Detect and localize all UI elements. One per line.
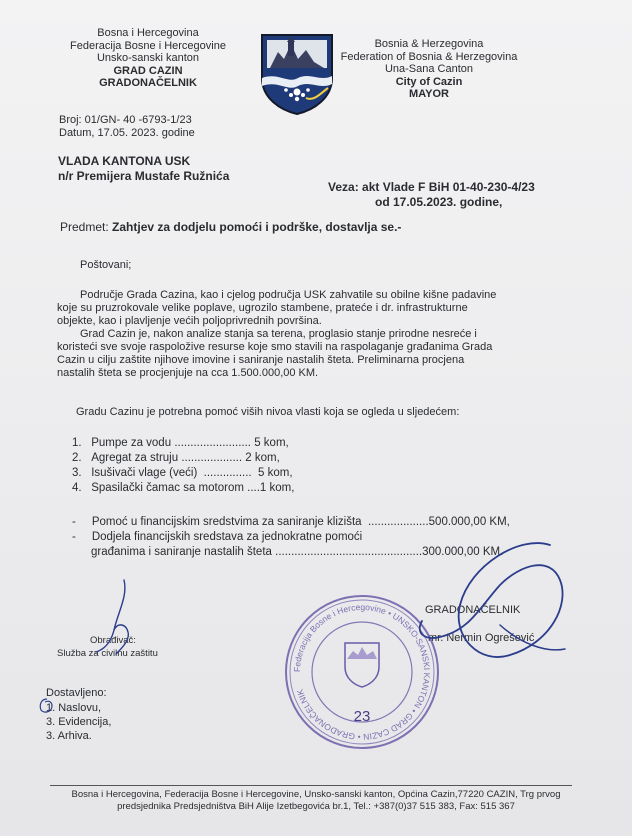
delivery-item: 3. Evidencija, (46, 716, 112, 728)
subject-line (60, 220, 401, 234)
body-p2-line4: nastalih šteta se procjenjuje na cca 1.500.000,00 KM. (57, 367, 319, 379)
header-left-city: GRAD CAZIN (113, 64, 183, 77)
body-p3: Gradu Cazinu je potrebna pomoć viših nivoa vlasti koja se ogleda u sljedećem: (76, 406, 460, 418)
financial-item: - Pomoć u financijskim sredstvima za saniranje klizišta ...................500.000,00 KM, (72, 516, 510, 528)
body-p2-line1: Grad Cazin je, nakon analize stanja sa terena, proglasio stanje prirodne nesreće i (80, 328, 477, 340)
header-right-line2: Federation of Bosnia & Herzegovina (340, 50, 518, 63)
header-left (58, 27, 238, 90)
greeting: Poštovani; (80, 259, 132, 271)
financial-item-continuation: građanima i saniranje nastalih šteta ..............................................300.000,00 KM. (91, 546, 504, 558)
footer-divider (50, 785, 572, 786)
header-left-line2: Federacija Bosne i Hercegovine (70, 39, 226, 52)
header-right-line1: Bosnia & Herzegovina (374, 38, 484, 50)
coat-of-arms-icon (258, 32, 336, 116)
connection-date: od 17.05.2023. godine, (375, 195, 503, 209)
stamp-ring-text: Federacija Bosne i Hercegovine • UNSKO-SANSKI KANTON • GRAD CAZIN • GRADONAČELNIK (291, 601, 433, 743)
signatory-name: mr. Nermin Ogrešević (428, 632, 535, 644)
recipient-attention: n/r Premijera Mustafe Ružnića (58, 169, 230, 183)
list-item: 4. Spasilački čamac sa motorom ....1 kom, (72, 482, 295, 494)
list-item: 2. Agregat za struju ................... 2 kom, (72, 452, 280, 464)
connection-act: Veza: akt Vlade F BiH 01-40-230-4/23 (328, 180, 535, 194)
list-item: 1. Pumpe za vodu ........................ 5 kom, (72, 437, 289, 449)
body-p2-line3: Cazin u cilju zaštite njihove imovine i saniranje nastalih šteta. Preliminarna procjena (57, 354, 465, 366)
stamp-number: 23 (353, 708, 371, 725)
subject-label: Predmet: (60, 220, 109, 234)
signatory-title: GRADONAČELNIK (425, 604, 521, 616)
body-p1-line1: Područje Grada Cazina, kao i cjelog područja USK zahvatile su obilne kišne padavine (80, 289, 497, 301)
header-right-city: City of Cazin (395, 75, 463, 88)
reference-number: Broj: 01/GN- 40 -6793-1/23 (59, 114, 192, 126)
recipient-name: VLADA KANTONA USK (58, 154, 191, 168)
reference-block (59, 114, 195, 140)
header-left-line3: Unsko-sanski kanton (96, 52, 200, 64)
header-right-line3: Una-Sana Canton (384, 63, 474, 75)
body-p2-line2: koristeći sve svoje raspoložive resurse koje smo stavili na raspolaganje građanima Grada (57, 341, 493, 353)
processor-signature-icon (88, 578, 148, 658)
body-p1-line3: objekte, kao i plavljenje većih poljoprivrednih površina. (57, 315, 322, 327)
header-right-office: MAYOR (409, 88, 449, 100)
processed-label: Obrađivač: (90, 635, 136, 646)
body-p1-line2: koje su pruzrokovale velike poplave, ugrozilo stambene, prateće i dr. infrastrukturne (57, 302, 468, 314)
reference-date: Datum, 17.05. 2023. godine (59, 127, 195, 139)
delivery-item: 1. Naslovu, (46, 702, 102, 714)
signature-scribble-icon (400, 525, 575, 685)
footer-line1: Bosna i Hercegovina, Federacija Bosne i Hercegovine, Unsko-sanski kanton, Općina Cazin,77220 CAZIN, Trg prvog (71, 789, 561, 800)
header-right (328, 38, 530, 101)
stamp-crest-icon (345, 643, 379, 687)
delivery-check-icon (38, 697, 56, 715)
recipient-block (58, 154, 229, 184)
header-left-office: GRADONAČELNIK (99, 77, 197, 89)
delivery-item: 3. Arhiva. (46, 730, 92, 742)
processed-service: Služba za civilnu zaštitu (57, 648, 158, 659)
footer-line2: predsjednika Predsjedništva BiH Alije Izetbegovića br.1, Tel.: +387(0)37 515 383, Fax: 515 367 (117, 801, 515, 812)
delivery-title: Dostavljeno: (46, 687, 107, 699)
list-item: 3. Isušivači vlage (veći) ............... 5 kom, (72, 467, 293, 479)
connection-block (328, 180, 535, 210)
financial-item: - Dodjela financijskih sredstava za jednokratne pomoći (72, 531, 363, 543)
header-left-line1: Bosna i Hercegovina (97, 27, 199, 39)
subject-text: Zahtjev za dodjelu pomoći i podrške, dostavlja se.- (112, 220, 402, 234)
